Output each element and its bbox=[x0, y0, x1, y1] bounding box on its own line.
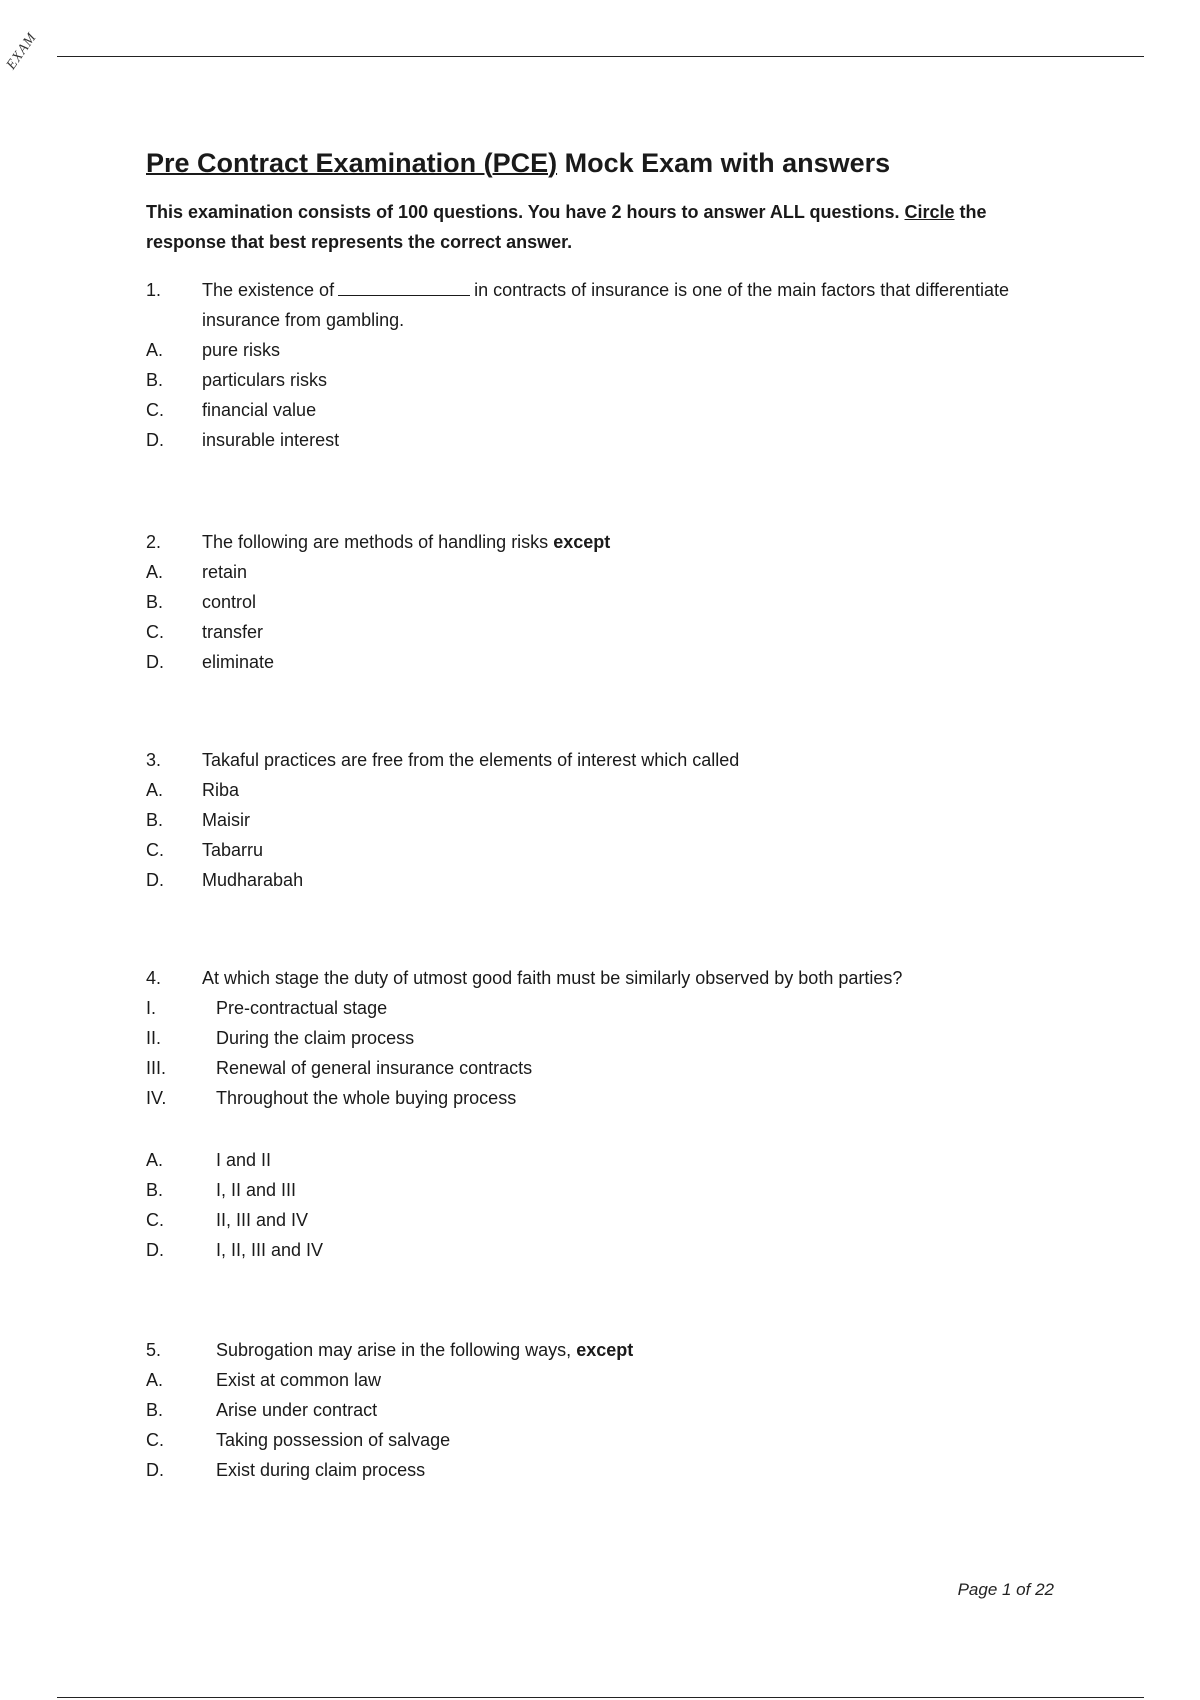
question-number: 1. bbox=[146, 280, 162, 300]
option-label: C. bbox=[146, 400, 164, 420]
option-text: Exist at common law bbox=[216, 1370, 382, 1390]
option-label: B. bbox=[146, 810, 164, 830]
option-label: D. bbox=[146, 870, 164, 890]
option-text: financial value bbox=[202, 400, 317, 420]
option-text: I and II bbox=[216, 1150, 272, 1170]
question-text-main: Subrogation may arise in the following ways, bbox=[216, 1340, 577, 1360]
option-text: pure risks bbox=[202, 340, 281, 360]
option-a[interactable] bbox=[146, 1145, 1066, 1175]
option-a[interactable] bbox=[146, 557, 1066, 587]
option-a[interactable] bbox=[146, 335, 1066, 365]
intro-circle-word: Circle bbox=[904, 202, 955, 222]
question-text bbox=[216, 1335, 1066, 1365]
exam-page-content bbox=[146, 145, 1066, 1485]
option-text: Taking possession of salvage bbox=[216, 1430, 451, 1450]
question-text-main: The following are methods of handling risks bbox=[202, 532, 554, 552]
question-stem bbox=[146, 1335, 1066, 1365]
question-5 bbox=[146, 1335, 1066, 1485]
intro-before: This examination consists of 100 questions. You have 2 hours to answer ALL questions. bbox=[146, 202, 905, 222]
question-text bbox=[202, 527, 1066, 557]
question-3 bbox=[146, 745, 1066, 895]
option-d[interactable] bbox=[146, 425, 1066, 455]
question-4 bbox=[146, 963, 1066, 1265]
question-text: Takaful practices are free from the elements of interest which called bbox=[202, 750, 740, 770]
option-text: Riba bbox=[202, 780, 240, 800]
exam-instructions bbox=[146, 197, 1066, 257]
option-text: insurable interest bbox=[202, 430, 340, 450]
page-number: Page 1 of 22 bbox=[957, 1580, 1054, 1599]
option-c[interactable] bbox=[146, 617, 1066, 647]
option-c[interactable] bbox=[146, 395, 1066, 425]
statement-4 bbox=[146, 1083, 1066, 1113]
option-text: Arise under contract bbox=[216, 1400, 378, 1420]
statement-label: II. bbox=[146, 1028, 162, 1048]
option-label: D. bbox=[146, 430, 164, 450]
question-1 bbox=[146, 275, 1066, 455]
option-text: particulars risks bbox=[202, 370, 328, 390]
option-text: Tabarru bbox=[202, 840, 264, 860]
option-text: I, II and III bbox=[216, 1180, 297, 1200]
question-stem bbox=[146, 963, 1066, 993]
option-d[interactable] bbox=[146, 1235, 1066, 1265]
fill-in-blank bbox=[338, 277, 470, 296]
question-number: 4. bbox=[146, 968, 162, 988]
option-label: A. bbox=[146, 1150, 164, 1170]
question-text-before: The existence of bbox=[202, 280, 335, 300]
option-label: A. bbox=[146, 562, 164, 582]
option-a[interactable] bbox=[146, 775, 1066, 805]
intro-after: the response that best represents the correct answer. bbox=[146, 202, 987, 252]
option-b[interactable] bbox=[146, 365, 1066, 395]
statement-text: Pre-contractual stage bbox=[216, 998, 388, 1018]
option-label: B. bbox=[146, 592, 164, 612]
statement-text: Throughout the whole buying process bbox=[216, 1088, 517, 1108]
option-label: C. bbox=[146, 1210, 164, 1230]
option-b[interactable] bbox=[146, 587, 1066, 617]
title-underlined: Pre Contract Examination (PCE) bbox=[146, 148, 558, 178]
option-text: I, II, III and IV bbox=[216, 1240, 324, 1260]
option-a[interactable] bbox=[146, 1365, 1066, 1395]
statement-text: Renewal of general insurance contracts bbox=[216, 1058, 533, 1078]
exam-watermark: EXAM bbox=[4, 30, 40, 73]
statement-label: III. bbox=[146, 1058, 167, 1078]
option-label: D. bbox=[146, 1240, 164, 1260]
option-b[interactable] bbox=[146, 805, 1066, 835]
option-label: D. bbox=[146, 652, 164, 672]
option-text: transfer bbox=[202, 622, 264, 642]
option-b[interactable] bbox=[146, 1395, 1066, 1425]
option-text: Exist during claim process bbox=[216, 1460, 426, 1480]
question-number: 2. bbox=[146, 532, 162, 552]
option-b[interactable] bbox=[146, 1175, 1066, 1205]
statement-1 bbox=[146, 993, 1066, 1023]
option-label: D. bbox=[146, 1460, 164, 1480]
option-d[interactable] bbox=[146, 1455, 1066, 1485]
option-text: control bbox=[202, 592, 257, 612]
option-text: II, III and IV bbox=[216, 1210, 309, 1230]
statement-text: During the claim process bbox=[216, 1028, 415, 1048]
option-label: B. bbox=[146, 370, 164, 390]
question-number: 5. bbox=[146, 1340, 162, 1360]
statement-label: IV. bbox=[146, 1088, 167, 1108]
question-emphasis: except bbox=[553, 532, 611, 552]
option-text: retain bbox=[202, 562, 248, 582]
header-rule bbox=[57, 56, 1144, 57]
question-emphasis: except bbox=[576, 1340, 634, 1360]
option-label: C. bbox=[146, 840, 164, 860]
title-rest: Mock Exam with answers bbox=[557, 148, 891, 178]
option-c[interactable] bbox=[146, 835, 1066, 865]
statement-2 bbox=[146, 1023, 1066, 1053]
page-title bbox=[146, 145, 1066, 181]
option-label: B. bbox=[146, 1180, 164, 1200]
option-label: C. bbox=[146, 622, 164, 642]
option-text: Mudharabah bbox=[202, 870, 304, 890]
question-text bbox=[202, 275, 1066, 335]
question-text: At which stage the duty of utmost good faith must be similarly observed by both parties? bbox=[202, 968, 903, 988]
option-text: Maisir bbox=[202, 810, 250, 830]
footer-rule bbox=[57, 1697, 1144, 1698]
option-text: eliminate bbox=[202, 652, 275, 672]
statement-3 bbox=[146, 1053, 1066, 1083]
option-d[interactable] bbox=[146, 865, 1066, 895]
statement-label: I. bbox=[146, 998, 157, 1018]
option-c[interactable] bbox=[146, 1205, 1066, 1235]
question-stem bbox=[146, 275, 1066, 335]
question-stem bbox=[146, 527, 1066, 557]
option-label: A. bbox=[146, 1370, 164, 1390]
option-d[interactable] bbox=[146, 647, 1066, 677]
option-label: B. bbox=[146, 1400, 164, 1420]
question-stem bbox=[146, 745, 1066, 775]
option-label: A. bbox=[146, 780, 164, 800]
question-2 bbox=[146, 527, 1066, 677]
question-text-after: in contracts of insurance is one of the main factors that differentiate insurance from gambling. bbox=[202, 280, 1010, 330]
option-c[interactable] bbox=[146, 1425, 1066, 1455]
option-label: C. bbox=[146, 1430, 164, 1450]
option-label: A. bbox=[146, 340, 164, 360]
question-number: 3. bbox=[146, 750, 162, 770]
